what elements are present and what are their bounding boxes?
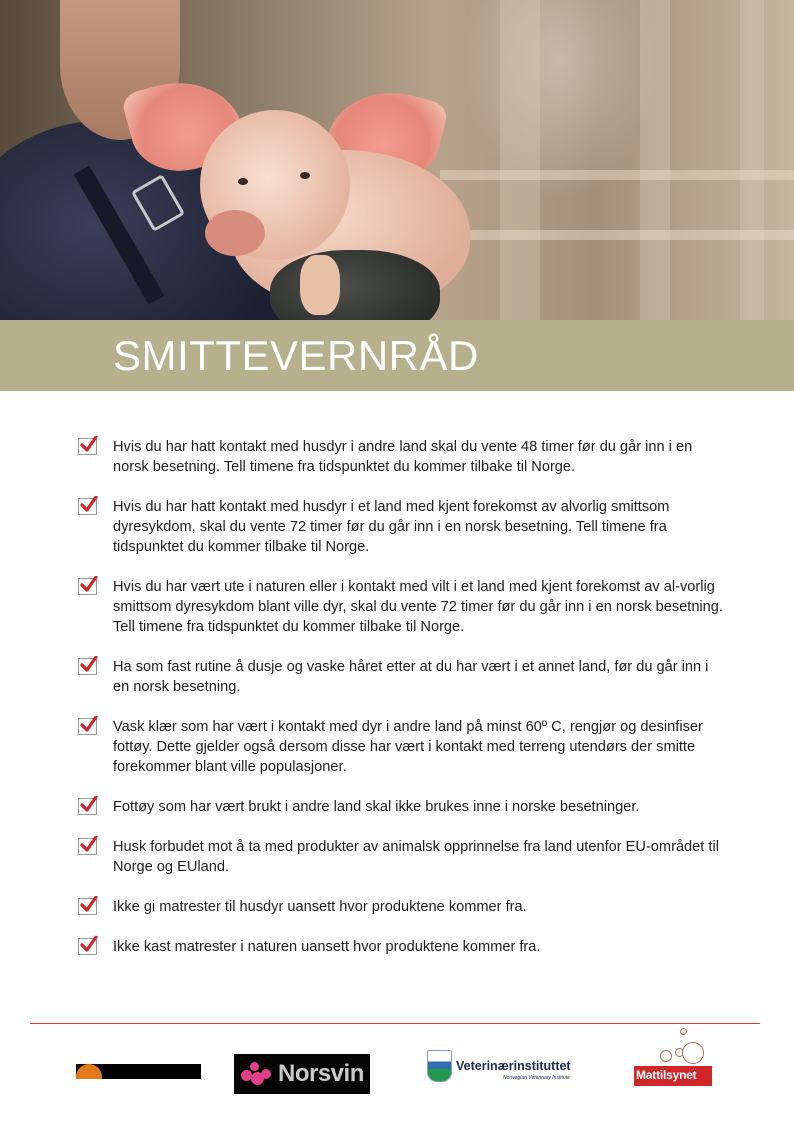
veterinaer-wordmark: Veterinærinstituttet	[456, 1059, 571, 1073]
footer-rule	[30, 1023, 760, 1024]
background-rail	[440, 230, 794, 240]
partner-logo-mark	[76, 1064, 102, 1079]
advice-item	[78, 577, 728, 637]
advice-list	[78, 437, 728, 977]
mattilsynet-wordmark: Mattilsynet	[636, 1068, 697, 1082]
advice-text: Ikke kast matrester i naturen uansett hvor produktene kommer fra.	[113, 939, 541, 955]
background-rail	[440, 170, 794, 180]
advice-text: Hvis du har hatt kontakt med husdyr i andre land skal du vente 48 timer før du går inn i en norsk besetning. Tell timene fra tidspunktet du kommer tilbake til Norge.	[113, 439, 693, 475]
bubble-icon	[680, 1028, 687, 1035]
veterinaer-subtitle: Norwegian Veterinary Institute	[503, 1075, 570, 1081]
hero-photo	[0, 0, 794, 320]
title-band	[0, 320, 794, 391]
checkbox-checked-icon	[78, 658, 97, 675]
farmer-glove	[270, 250, 440, 320]
norsvin-mark	[250, 1062, 259, 1071]
checkbox-checked-icon	[78, 838, 97, 855]
bubble-icon	[682, 1042, 704, 1064]
partner-logo-1	[76, 1064, 201, 1079]
advice-text: Ha som fast rutine å dusje og vaske håret etter at du har vært i et annet land, før du går inn i en norsk besetning.	[113, 659, 709, 695]
advice-item	[78, 897, 728, 917]
advice-text: Husk forbudet mot å ta med produkter av animalsk opprinnelse fra land utenfor EU-området til Norge og EUland.	[113, 839, 719, 875]
background-post	[500, 0, 540, 320]
norsvin-logo	[234, 1054, 370, 1094]
checkbox-checked-icon	[78, 938, 97, 955]
piglet-snout	[205, 210, 265, 256]
advice-text: Vask klær som har vært i kontakt med dyr i andre land på minst 60º C, rengjør og desinfiser fottøy. Dette gjelder også dersom disse har vært i kontakt med terreng utendørs der smitte forekommer blant ville populasjoner.	[113, 719, 703, 775]
advice-item	[78, 937, 728, 957]
checkbox-checked-icon	[78, 498, 97, 515]
advice-item	[78, 657, 728, 697]
veterinaer-shield-icon	[427, 1050, 452, 1082]
checkbox-checked-icon	[78, 718, 97, 735]
norsvin-mark	[261, 1069, 271, 1079]
page-title: SMITTEVERNRÅD	[113, 332, 479, 379]
background-post	[740, 0, 764, 320]
advice-item	[78, 837, 728, 877]
advice-text: Ikke gi matrester til husdyr uansett hvor produktene kommer fra.	[113, 899, 527, 915]
bubble-icon	[660, 1050, 672, 1062]
checkbox-checked-icon	[78, 798, 97, 815]
piglet-leg	[300, 255, 340, 315]
piglet-eye	[238, 178, 248, 185]
advice-text: Hvis du har vært ute i naturen eller i kontakt med vilt i et land med kjent forekomst av al-vorlig smittsom dyresykdom blant ville dyr, skal du vente 72 timer før du går inn i en norsk besetning. Tell timene fra tidspunktet du kommer tilbake til Norge.	[113, 579, 723, 635]
advice-text: Fottøy som har vært brukt i andre land skal ikke brukes inne i norske besetninger.	[113, 799, 640, 815]
advice-item	[78, 497, 728, 557]
veterinaerinstituttet-logo	[427, 1050, 577, 1084]
checkbox-checked-icon	[78, 438, 97, 455]
checkbox-checked-icon	[78, 898, 97, 915]
advice-item	[78, 797, 728, 817]
mattilsynet-logo	[632, 1028, 714, 1088]
norsvin-wordmark: Norsvin	[278, 1060, 364, 1087]
piglet-eye	[300, 172, 310, 179]
advice-item	[78, 717, 728, 777]
checkbox-checked-icon	[78, 578, 97, 595]
advice-item	[78, 437, 728, 477]
background-post	[640, 0, 670, 320]
advice-text: Hvis du har hatt kontakt med husdyr i et land med kjent forekomst av alvorlig smittsom dyresykdom, skal du vente 72 timer før du går inn i en norsk besetning. Tell timene fra tidspunktet du kommer tilbake til Norge.	[113, 499, 670, 555]
